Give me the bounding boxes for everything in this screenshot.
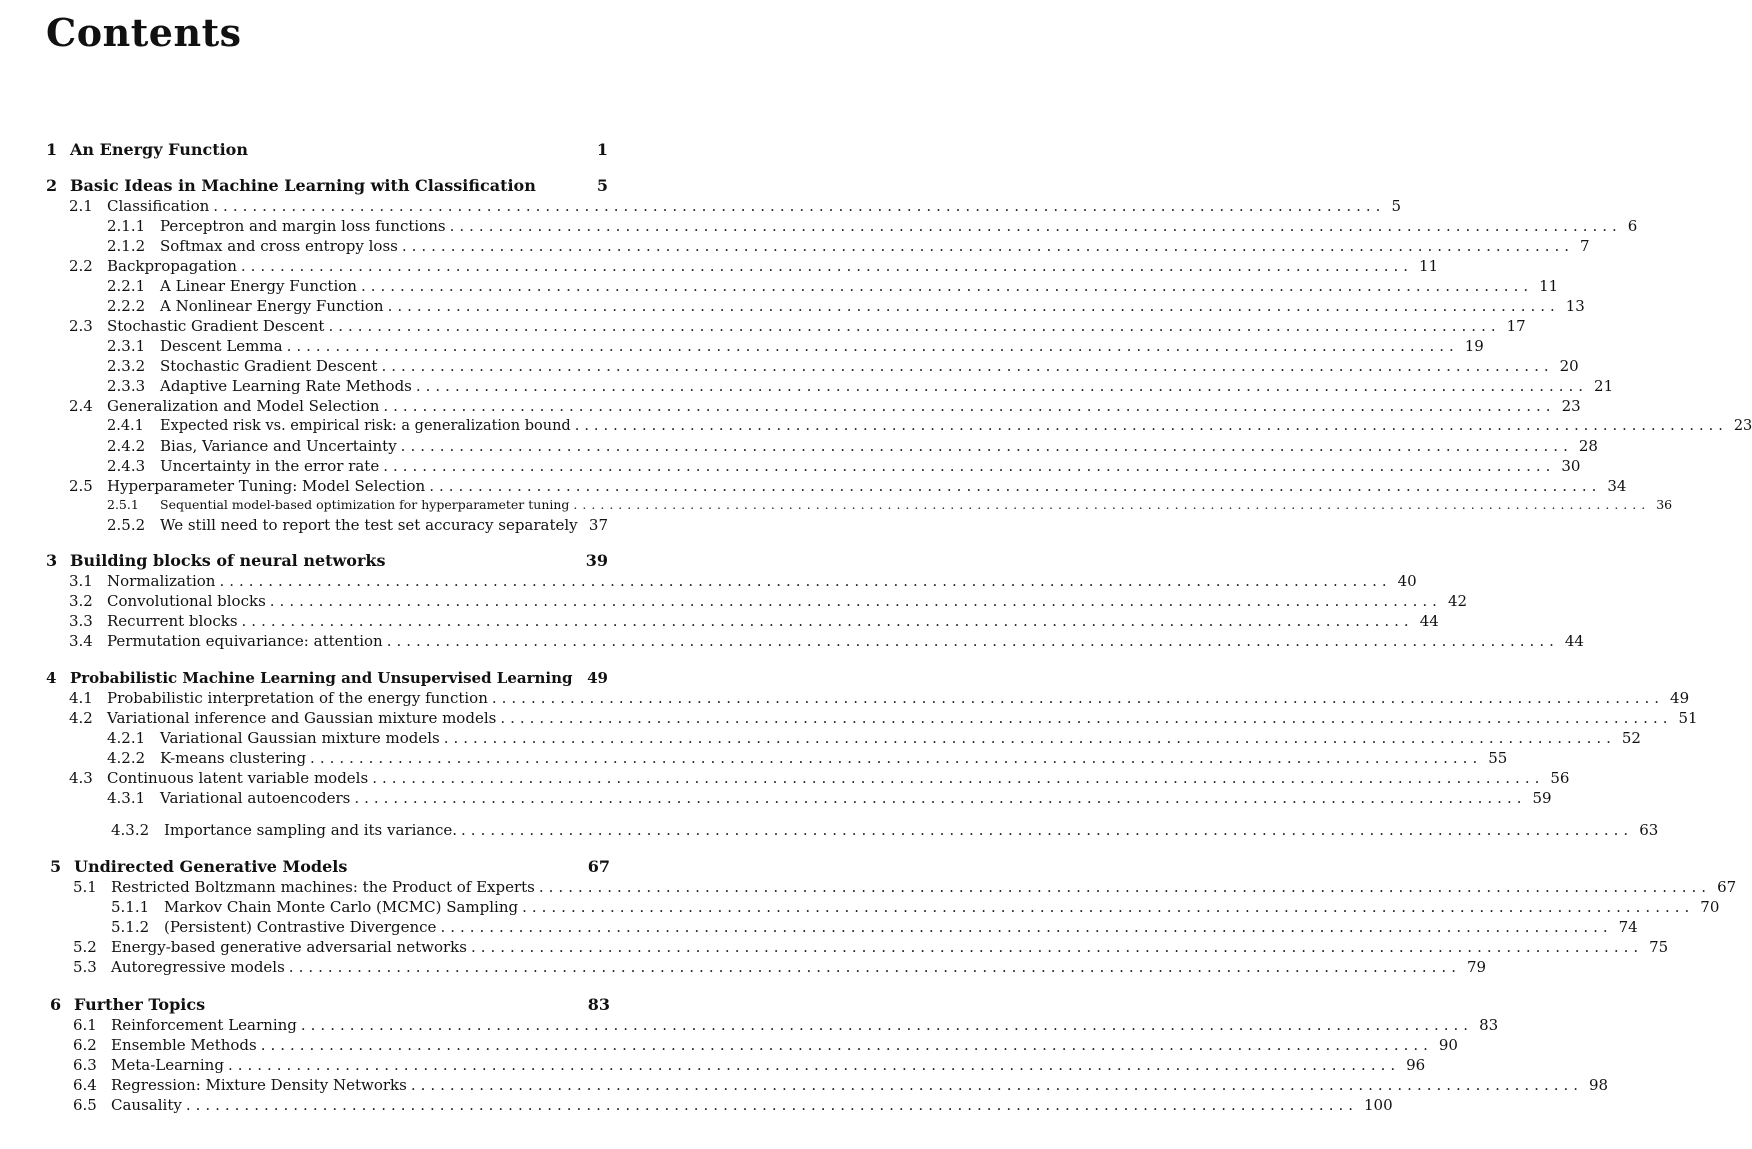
toc-entry-page-number: 37 [588,516,608,534]
toc-entry-number: 6.4 [73,1076,97,1094]
toc-entry-title: Classification [107,197,210,215]
toc-entry-number: 3.1 [69,572,93,590]
toc-entry-page-number: 36 [1656,497,1673,512]
toc-subsection-entry [107,456,1581,476]
toc-entry-page-number: 23 [1561,397,1581,415]
toc-section-entry [69,611,1439,631]
toc-subsection-entry [107,416,1752,436]
toc-entry-title: Building blocks of neural networks [70,551,386,570]
toc-entry-title: Bias, Variance and Uncertainty [160,437,397,455]
toc-entry-number: 5.1.2 [111,918,150,936]
toc-entry-number: 5.3 [73,958,97,976]
toc-entry-page-number: 98 [1589,1076,1609,1094]
toc-entry-title: A Linear Energy Function [160,277,357,295]
toc-entry-title: Meta-Learning [111,1056,224,1074]
toc-entry-page-number: 19 [1464,337,1484,355]
toc-entry-page-number: 28 [1578,437,1598,455]
dot-leader: ........................................................................................................................ [574,418,1728,434]
toc-entry-page-number: 74 [1618,918,1638,936]
toc-entry-number: 6.1 [73,1016,97,1034]
toc-entry-page-number: 17 [1506,317,1526,335]
dot-leader: ........................................................................................................................ [443,729,1616,747]
dot-leader: ........................................................................................................................ [400,437,1573,455]
toc-entry-title: K-means clustering [160,749,307,767]
toc-entry-title: Permutation equivariance: attention [107,632,383,650]
toc-entry-number: 3 [46,551,58,570]
toc-entry-number: 4.3.1 [107,789,146,807]
toc-section-entry [69,688,1690,708]
toc-entry-page-number: 34 [1607,477,1627,495]
dot-leader: ........................................................................................................................ [260,1036,1433,1054]
toc-entry-title: Energy-based generative adversarial networks [111,938,467,956]
toc-subsection-entry [111,820,1659,840]
dot-leader: ........................................................................................................................ [310,749,1483,767]
toc-entry-title: Causality [111,1096,182,1114]
toc-entry-number: 4.2.1 [107,729,146,747]
dot-leader: ........................................................................................................................ [269,592,1442,610]
toc-section-entry [69,768,1570,788]
toc-entry-page-number: 13 [1565,297,1585,315]
toc-entry-number: 2.1.1 [107,217,146,235]
toc-entry-title: Stochastic Gradient Descent [160,357,378,375]
toc-entry-number: 2 [46,176,58,195]
toc-entry-title: Ensemble Methods [111,1036,257,1054]
dot-leader: ........................................................................................................................ [213,197,1386,215]
dot-leader: ........................................................................................................................ [360,277,1534,295]
toc-entry-title: Perceptron and margin loss functions [160,217,446,235]
toc-entry-title: Normalization [107,572,216,590]
dot-leader: ........................................................................................................................ [381,357,1554,375]
toc-section-entry [73,1035,1458,1055]
toc-section-entry [69,476,1627,496]
toc-entry-title: (Persistent) Contrastive Divergence [164,918,437,936]
toc-entry-page-number: 42 [1447,592,1468,610]
toc-entry-page-number: 59 [1532,789,1552,807]
toc-entry-title: Autoregressive models [111,958,285,976]
toc-section-entry [69,396,1581,416]
dot-leader: ........................................................................................................................ [387,297,1560,315]
toc-entry-title: Variational Gaussian mixture models [160,729,440,747]
dot-leader: ........................................................................................................................ [401,237,1575,255]
toc-entry-title: Markov Chain Monte Carlo (MCMC) Sampling [164,898,519,916]
toc-entry-title: Sequential model-based optimization for hyperparameter tuning [160,497,570,512]
toc-entry-page-number: 55 [1488,749,1508,767]
toc-entry-title: Probabilistic Machine Learning and Unsupervised Learning [70,669,573,687]
toc-entry-page-number: 11 [1539,277,1559,295]
toc-entry-title: Variational inference and Gaussian mixture models [107,709,497,727]
toc-subsection-entry [107,216,1638,236]
toc-chapter-entry [50,995,610,1015]
dot-leader: ........................................................................................................................ [470,938,1644,956]
toc-entry-number: 2.2 [69,257,93,275]
toc-entry-title: An Energy Function [70,140,248,159]
toc-chapter-entry [46,140,608,160]
toc-section-entry [73,937,1669,957]
dot-leader: ........................................................................................................................ [300,1016,1474,1034]
toc-entry-title: Further Topics [74,995,206,1014]
toc-chapter-entry [46,176,608,196]
toc-entry-page-number: 49 [1670,689,1690,707]
toc-entry-number: 4.3.2 [111,821,150,839]
toc-entry-number: 5.2 [73,938,97,956]
toc-subsection-entry [107,236,1590,256]
toc-entry-page-number: 67 [1717,878,1737,896]
toc-entry-title: Generalization and Model Selection [107,397,380,415]
toc-entry-page-number: 90 [1438,1036,1458,1054]
toc-entry-page-number: 52 [1621,729,1641,747]
dot-leader: ........................................................................................................................ [491,689,1665,707]
dot-leader: ........................................................................................................................ [328,317,1501,335]
toc-section-entry [69,708,1698,728]
toc-entry-number: 5.1.1 [111,898,150,916]
toc-subsection-entry [107,276,1559,296]
dot-leader: ........................................................................................................................ [286,337,1459,355]
toc-section-entry [73,1095,1393,1115]
toc-entry-page-number: 40 [1397,572,1417,590]
dot-leader: ........................................................................................................................ [522,898,1695,916]
toc-entry-page-number: 5 [1391,197,1401,215]
toc-entry-page-number: 44 [1564,632,1584,650]
toc-subsection-entry [107,788,1552,808]
dot-leader: ........................................................................................................................ [241,612,1414,630]
toc-entry-title: Recurrent blocks [107,612,238,630]
toc-entry-page-number: 11 [1419,257,1439,275]
toc-entry-number: 2.4.1 [107,418,144,434]
toc-entry-page-number: 63 [1639,821,1659,839]
toc-entry-number: 6.5 [73,1096,97,1114]
toc-entry-page-number: 51 [1678,709,1698,727]
dot-leader: ........................................................................................................................ [429,477,1602,495]
toc-subsection-entry [107,296,1585,316]
toc-entry-number: 2.3.3 [107,377,146,395]
toc-entry-number: 5 [50,857,62,876]
dot-leader: ........................................................................................................................ [240,257,1414,275]
toc-entry-title: Expected risk vs. empirical risk: a generalization bound [160,418,571,434]
toc-section-entry [69,316,1526,336]
toc-entry-title: Convolutional blocks [107,592,266,610]
toc-entry-number: 2.1.2 [107,237,146,255]
toc-entry-page-number: 70 [1700,898,1720,916]
toc-entry-page-number: 6 [1627,217,1638,235]
dot-leader: ........................................................................................................................ [288,958,1461,976]
toc-entry-number: 3.3 [69,612,93,630]
toc-entry-title: Adaptive Learning Rate Methods [160,377,412,395]
toc-entry-page-number: 1 [596,140,608,159]
toc-chapter-entry [46,551,608,571]
toc-entry-number: 2.5.1 [107,497,139,512]
toc-entry-title: We still need to report the test set accuracy separately [160,516,578,534]
toc-entry-page-number: 83 [587,995,610,1014]
toc-entry-number: 4.2 [69,709,93,727]
toc-entry-title: Backpropagation [107,257,237,275]
dot-leader: ........................................................................................................................ [219,572,1392,590]
toc-entry-number: 2.3.1 [107,337,146,355]
toc-entry-title: Hyperparameter Tuning: Model Selection [107,477,426,495]
dot-leader: ........................................................................................................................ [449,217,1622,235]
toc-entry-title: Continuous latent variable models [107,769,369,787]
toc-entry-page-number: 30 [1561,457,1581,475]
dot-leader: ........................................................................................................................ [372,769,1545,787]
toc-entry-title: Regression: Mixture Density Networks [111,1076,407,1094]
toc-subsection-entry [111,917,1638,937]
toc-entry-page-number: 7 [1580,237,1590,255]
toc-entry-number: 3.2 [69,592,93,610]
toc-entry-title: Basic Ideas in Machine Learning with Classification [70,176,536,195]
page-title: Contents [46,10,242,55]
toc-section-entry [73,877,1737,897]
toc-entry-number: 2.5.2 [107,516,146,534]
dot-leader: ........................................................................................................................ [410,1076,1584,1094]
toc-entry-number: 6.2 [73,1036,97,1054]
dot-leader: ........................................................................................................................ [354,789,1527,807]
toc-entry-page-number: 67 [587,857,610,876]
toc-section-entry [69,196,1401,216]
toc-chapter-entry [50,857,610,877]
toc-entry-number: 2.4.2 [107,437,146,455]
toc-entry-number: 6 [50,995,62,1014]
dot-leader: ........................................................................................................................ [383,397,1556,415]
toc-entry-title: Restricted Boltzmann machines: the Product of Experts [111,878,535,896]
toc-entry-page-number: 100 [1364,1096,1393,1114]
toc-subsection-entry [107,336,1484,356]
toc-entry-title: Descent Lemma [160,337,283,355]
toc-section-entry [69,571,1417,591]
toc-entry-page-number: 20 [1559,357,1579,375]
toc-entry-number: 4 [46,669,57,687]
toc-entry-page-number: 83 [1479,1016,1499,1034]
toc-entry-number: 2.2.2 [107,297,146,315]
toc-section-entry [73,957,1487,977]
toc-entry-number: 6.3 [73,1056,97,1074]
toc-entry-title: Variational autoencoders [160,789,351,807]
dot-leader: ........................................................................................................................ [386,632,1559,650]
toc-entry-number: 5.1 [73,878,97,896]
dot-leader: ........................................................................................................................ [383,457,1556,475]
dot-leader: ........................................................................................................................ [415,377,1589,395]
toc-entry-title: Reinforcement Learning [111,1016,297,1034]
dot-leader: ........................................................................................................................ [440,918,1613,936]
toc-entry-number: 2.4 [69,397,93,415]
toc-entry-number: 2.5 [69,477,93,495]
toc-entry-page-number: 5 [596,176,608,195]
toc-entry-number: 4.1 [69,689,93,707]
toc-entry-number: 2.2.1 [107,277,146,295]
toc-entry-title: Importance sampling and its variance. [164,821,458,839]
toc-entry-number: 2.4.3 [107,457,146,475]
dot-leader: ........................................................................................................................ [461,821,1634,839]
toc-entry-number: 2.1 [69,197,93,215]
dot-leader: ........................................................................................................................ [538,878,1712,896]
toc-entry-page-number: 79 [1466,958,1487,976]
toc-subsection-entry [107,748,1508,768]
toc-entry-number: 2.3.2 [107,357,146,375]
toc-section-entry [69,256,1439,276]
toc-entry-number: 2.3 [69,317,93,335]
dot-leader: ........................................................................................................................ [500,709,1673,727]
toc-entry-title: Undirected Generative Models [74,857,348,876]
toc-entry-page-number: 75 [1649,938,1669,956]
dot-leader: ........................................................................................................................ [573,497,1651,512]
toc-entry-number: 4.3 [69,769,93,787]
toc-section-entry [73,1075,1609,1095]
toc-section-entry [73,1055,1426,1075]
toc-entry-title: Stochastic Gradient Descent [107,317,325,335]
dot-leader: ........................................................................................................................ [185,1096,1358,1114]
dot-leader [582,515,583,535]
toc-entry-page-number: 49 [587,669,608,687]
toc-entry-title: Probabilistic interpretation of the energy function [107,689,488,707]
toc-entry-number: 3.4 [69,632,93,650]
dot-leader: ........................................................................................................................ [227,1056,1401,1074]
toc-chapter-entry [46,668,608,688]
toc-section-entry [73,1015,1499,1035]
toc-subsection-entry [107,436,1598,456]
toc-entry-title: A Nonlinear Energy Function [160,297,384,315]
toc-entry-page-number: 21 [1594,377,1614,395]
toc-section-entry [69,591,1468,611]
toc-subsection-entry [107,728,1641,748]
toc-subsection-entry [111,897,1720,917]
toc-entry-title: Softmax and cross entropy loss [160,237,398,255]
toc-subsection-entry [107,515,608,535]
toc-subsection-entry [107,356,1579,376]
toc-entry-page-number: 96 [1406,1056,1426,1074]
toc-entry-page-number: 44 [1419,612,1439,630]
toc-entry-page-number: 56 [1550,769,1570,787]
toc-section-entry [69,631,1584,651]
toc-entry-page-number: 23 [1733,418,1752,434]
toc-subsection-entry [107,376,1614,396]
toc-entry-title: Uncertainty in the error rate [160,457,380,475]
toc-subsection-entry [107,495,1673,515]
toc-entry-number: 4.2.2 [107,749,146,767]
toc-entry-page-number: 39 [585,551,608,570]
toc-entry-number: 1 [46,140,58,159]
